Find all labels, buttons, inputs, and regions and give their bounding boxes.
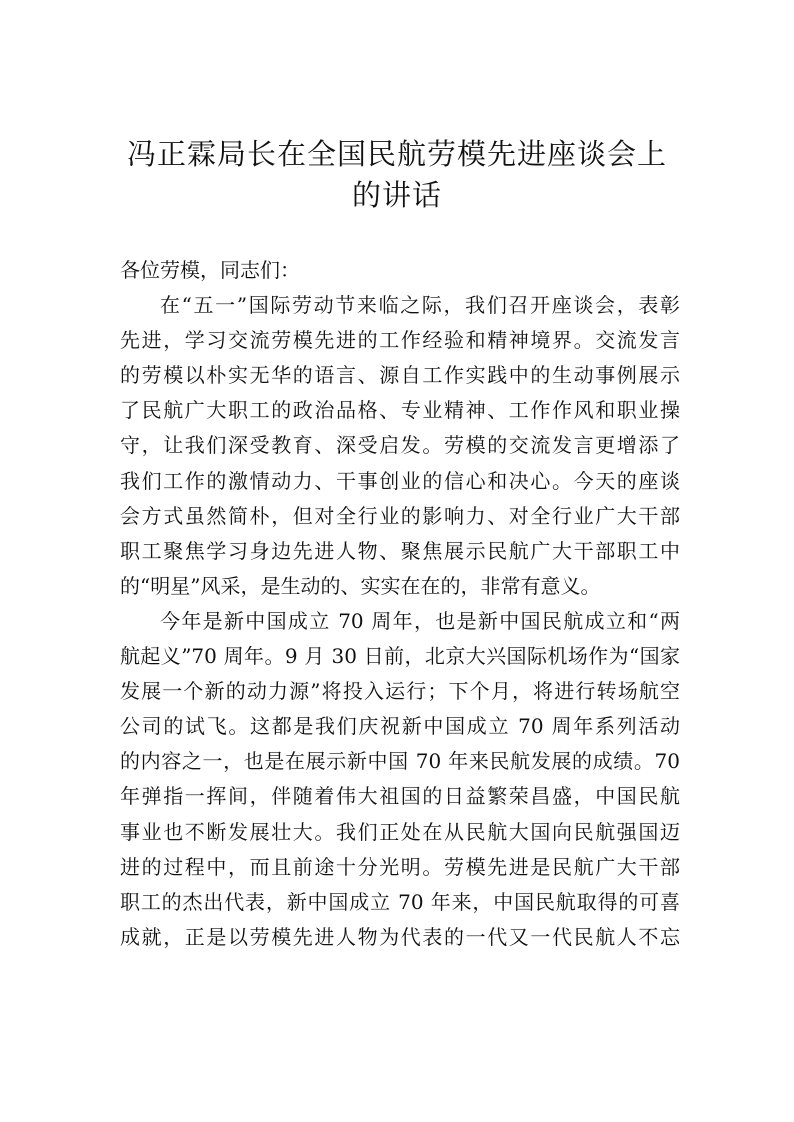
document-body	[120, 253, 680, 955]
salutation: 各位劳模，同志们：	[120, 258, 300, 282]
body-line: 公司的试飞。这都是我们庆祝新中国成立 70 周年系列活动	[120, 714, 680, 739]
body-line: 的劳模以朴实无华的语言、源自工作实践中的生动事例展示	[120, 363, 680, 388]
body-line: 我们工作的激情动力、干事创业的信心和决心。今天的座谈	[120, 468, 680, 493]
body-line: 职工的杰出代表，新中国成立 70 年来，中国民航取得的可喜	[120, 889, 680, 914]
body-line: 守，让我们深受教育、深受启发。劳模的交流发言更增添了	[120, 433, 680, 458]
body-line: 事业也不断发展壮大。我们正处在从民航大国向民航强国迈	[120, 819, 680, 844]
title-line-1: 冯正霖局长在全国民航劳模先进座谈会上	[126, 137, 667, 171]
body-line: 的内容之一，也是在展示新中国 70 年来民航发展的成绩。70	[120, 749, 680, 774]
body-line: 发展一个新的动力源”将投入运行；下个月，将进行转场航空	[120, 679, 680, 704]
title-line-2: 的讲话	[351, 178, 442, 212]
body-line: 今年是新中国成立 70 周年，也是新中国民航成立和“两	[160, 608, 680, 633]
body-line: 年弹指一挥间，伴随着伟大祖国的日益繁荣昌盛，中国民航	[120, 784, 680, 809]
body-line: 先进，学习交流劳模先进的工作经验和精神境界。交流发言	[120, 328, 680, 353]
body-line: 的“明星”风采，是生动的、实实在在的，非常有意义。	[120, 573, 601, 598]
body-line: 航起义”70 周年。9 月 30 日前，北京大兴国际机场作为“国家	[120, 644, 680, 669]
body-line: 成就，正是以劳模先进人物为代表的一代又一代民航人不忘	[120, 924, 680, 949]
body-line: 在“五一”国际劳动节来临之际，我们召开座谈会，表彰	[160, 293, 680, 318]
body-line: 进的过程中，而且前途十分光明。劳模先进是民航广大干部	[120, 854, 680, 879]
body-line: 职工聚焦学习身边先进人物、聚焦展示民航广大干部职工中	[120, 538, 680, 563]
body-line: 了民航广大职工的政治品格、专业精神、工作作风和职业操	[120, 398, 680, 423]
body-line: 会方式虽然简朴，但对全行业的影响力、对全行业广大干部	[120, 503, 680, 528]
page-title	[100, 134, 694, 216]
